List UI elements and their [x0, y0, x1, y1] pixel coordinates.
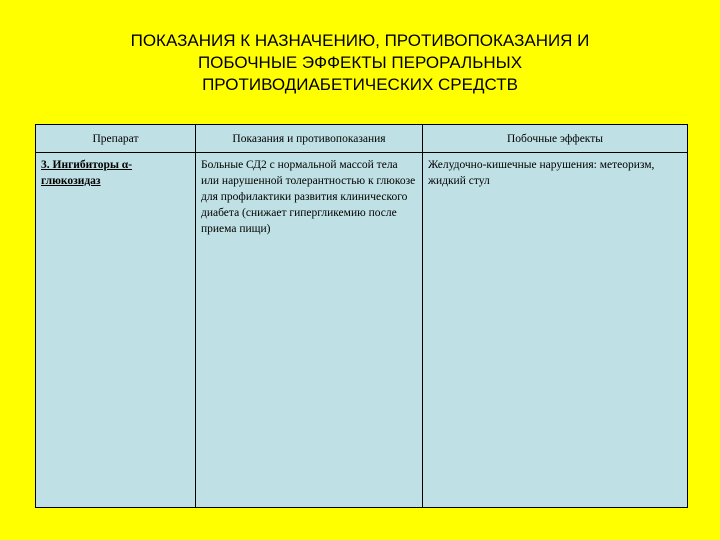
table-row: [36, 153, 688, 508]
title-line-3: ПРОТИВОДИАБЕТИЧЕСКИХ СРЕДСТВ: [202, 75, 518, 94]
table-header-row: [36, 125, 688, 153]
header-side-effects: Побочные эффекты: [423, 125, 688, 153]
title-line-1: ПОКАЗАНИЯ К НАЗНАЧЕНИЮ, ПРОТИВОПОКАЗАНИЯ И: [130, 31, 590, 50]
slide-title: [60, 30, 660, 96]
drug-name: 3. Ингибиторы α-глюкозидаз: [41, 159, 133, 187]
header-drug: Препарат: [36, 125, 196, 153]
header-indications: Показания и противопоказания: [196, 125, 423, 153]
title-line-2: ПОБОЧНЫЕ ЭФФЕКТЫ ПЕРОРАЛЬНЫХ: [197, 53, 523, 72]
drug-cell: [36, 153, 196, 508]
indications-cell: Больные СД2 с нормальной массой тела или нарушенной толерантностью к глюкозе для профилактики развития клинического диабета (снижает гипергликемию после приема пищи): [196, 153, 423, 508]
drug-table: [35, 124, 688, 508]
side-effects-cell: Желудочно-кишечные нарушения: метеоризм, жидкий стул: [423, 153, 688, 508]
